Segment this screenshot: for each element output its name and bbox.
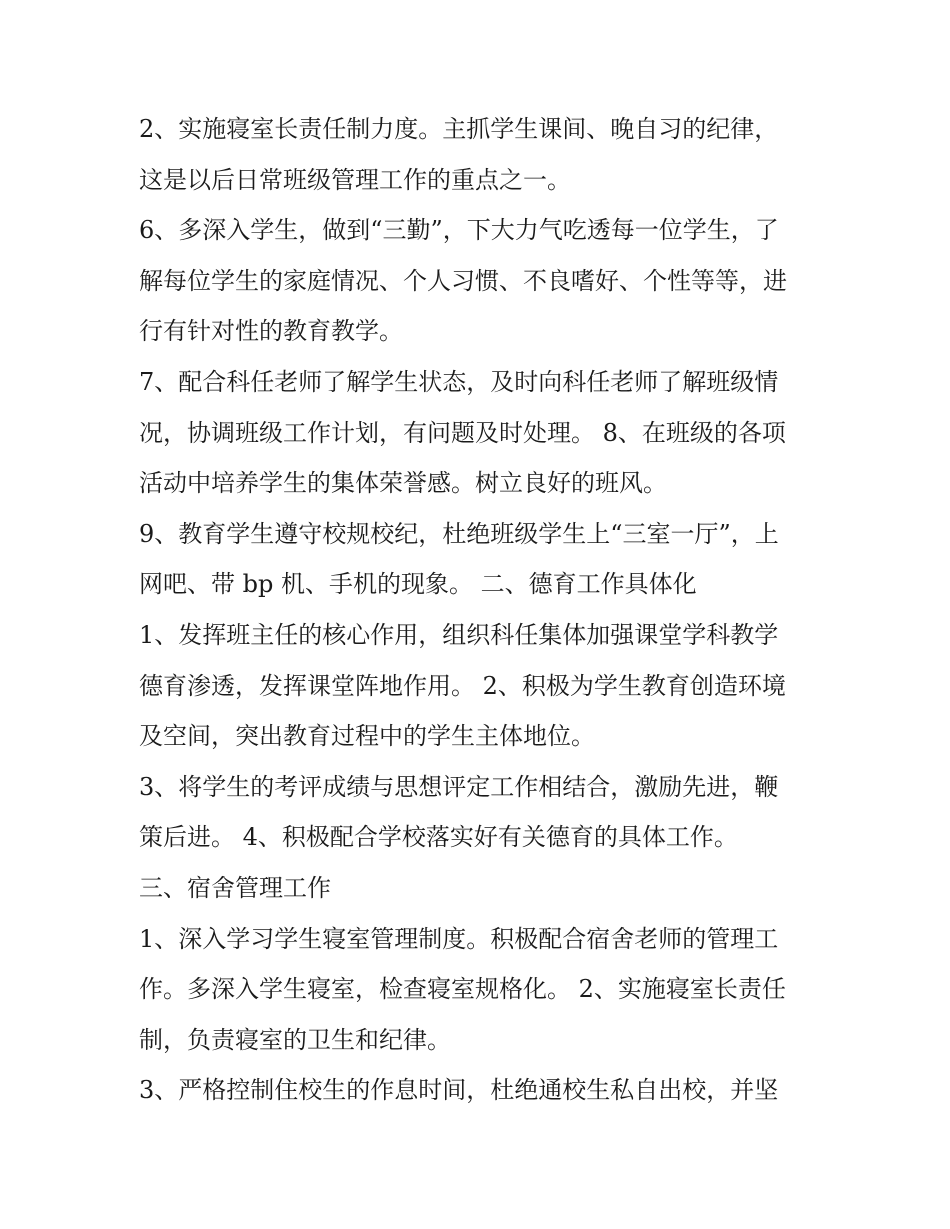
text-line: 及空间，突出教育过程中的学生主体地位。 — [139, 722, 595, 751]
text-line: 1、深入学习学生寝室管理制度。积极配合宿舍老师的管理工 — [139, 924, 779, 953]
text-line: 3、将学生的考评成绩与思想评定工作相结合，激励先进，鞭 — [139, 772, 779, 801]
paragraph-school-rules — [139, 509, 829, 610]
text-line: 1、发挥班主任的核心作用，组织科任集体加强课堂学科教学 — [139, 620, 779, 649]
paragraph-moral-education — [139, 610, 829, 762]
text-line: 解每位学生的家庭情况、个人习惯、不良嗜好、个性等等，进 — [139, 266, 787, 295]
text-line: 德育渗透，发挥课堂阵地作用。 2、积极为学生教育创造环境 — [139, 671, 786, 700]
text-line: 况，协调班级工作计划，有问题及时处理。 8、在班级的各项 — [139, 418, 786, 447]
paragraph-evaluation — [139, 762, 829, 863]
text-line: 策后进。 4、积极配合学校落实好有关德育的具体工作。 — [139, 823, 738, 852]
text-line: 这是以后日常班级管理工作的重点之一。 — [139, 165, 571, 194]
paragraph-dorm-leader — [139, 104, 829, 205]
document-body — [139, 104, 829, 1116]
text-line: 网吧、带 bp 机、手机的现象。 二、德育工作具体化 — [139, 570, 697, 599]
text-line: 三、宿舍管理工作 — [139, 873, 331, 902]
paragraph-cooperate-teachers — [139, 357, 829, 509]
text-line: 9、教育学生遵守校规校纪，杜绝班级学生上“三室一厅”，上 — [139, 519, 779, 548]
paragraph-three-diligence — [139, 205, 829, 357]
text-line: 2、实施寝室长责任制力度。主抓学生课间、晚自习的纪律， — [139, 115, 779, 143]
section-heading-dormitory — [139, 863, 829, 914]
paragraph-schedule-control — [139, 1065, 829, 1116]
text-line: 活动中培养学生的集体荣誉感。树立良好的班风。 — [139, 469, 667, 498]
text-line: 7、配合科任老师了解学生状态，及时向科任老师了解班级情 — [139, 367, 779, 396]
paragraph-dorm-rules — [139, 914, 829, 1066]
text-line: 制，负责寝室的卫生和纪律。 — [139, 1025, 451, 1054]
text-line: 6、多深入学生，做到“三勤”，下大力气吃透每一位学生，了 — [139, 216, 779, 245]
text-line: 作。多深入学生寝室，检查寝室规格化。 2、实施寝室长责任 — [139, 975, 786, 1004]
text-line: 3、严格控制住校生的作息时间，杜绝通校生私自出校，并坚 — [139, 1076, 779, 1105]
text-line: 行有针对性的教育教学。 — [139, 317, 403, 346]
